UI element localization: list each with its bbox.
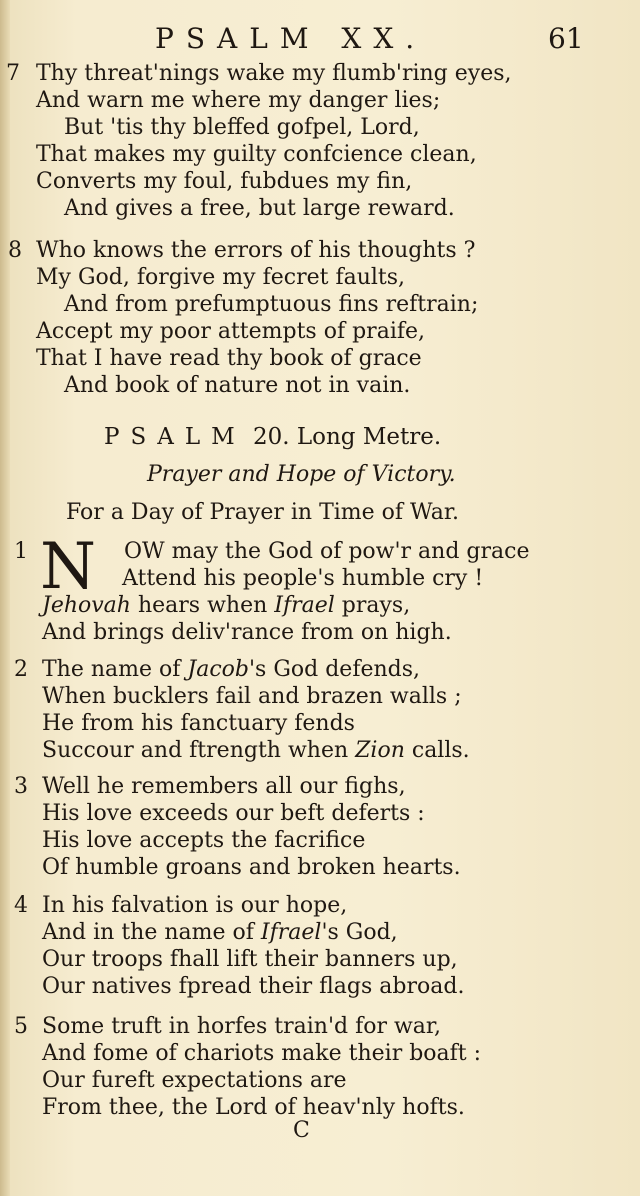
verse-line: And fome of chariots make their boaft :: [42, 1041, 482, 1066]
psalm-heading-rest: 20. Long Metre.: [252, 424, 442, 450]
verse-line: In his falvation is our hope,: [42, 893, 348, 918]
verse-number: 5: [14, 1014, 28, 1039]
verse-line: Of humble groans and broken hearts.: [42, 855, 461, 880]
verse-line: Thy threat'nings wake my flumb'ring eyes,: [36, 61, 512, 86]
running-title: PSALM XX.: [155, 22, 427, 55]
page-gutter: [0, 0, 10, 1196]
verse-number: 7: [6, 61, 20, 86]
verse-line: OW may the God of pow'r and grace: [124, 539, 530, 564]
verse-line: Our fureft expectations are: [42, 1068, 347, 1093]
verse-line: Accept my poor attempts of praife,: [36, 319, 426, 344]
verse-number: 8: [8, 238, 22, 263]
psalm-subtitle: Prayer and Hope of Victory.: [147, 462, 456, 487]
verse-line: That I have read thy book of grace: [36, 346, 422, 371]
verse-line: And from prefumptuous fins reftrain;: [64, 292, 479, 317]
verse-line: Succour and ftrength when Zion calls.: [42, 738, 470, 763]
verse-line: Jehovah hears when Ifrael prays,: [42, 593, 411, 618]
psalm-heading: [104, 424, 441, 450]
drop-cap: N: [40, 530, 96, 604]
verse-number: 3: [14, 774, 28, 799]
verse-line: Who knows the errors of his thoughts ?: [36, 238, 476, 263]
verse-line: My God, forgive my fecret faults,: [36, 265, 406, 290]
verse-line: And warn me where my danger lies;: [36, 88, 441, 113]
verse-line: And in the name of Ifrael's God,: [42, 920, 398, 945]
page-number: 61: [548, 22, 584, 55]
verse-line: From thee, the Lord of heav'nly hofts.: [42, 1095, 465, 1120]
verse-line: And brings deliv'rance from on high.: [42, 620, 452, 645]
verse-line: The name of Jacob's God defends,: [42, 657, 421, 682]
verse-line: Our troops fhall lift their banners up,: [42, 947, 458, 972]
verse-line: Converts my foul, fubdues my fin,: [36, 169, 413, 194]
verse-line: And book of nature not in vain.: [64, 373, 411, 398]
verse-line: Attend his people's humble cry !: [122, 566, 484, 591]
verse-line: His love accepts the facrifice: [42, 828, 366, 853]
verse-line: But 'tis thy bleffed gofpel, Lord,: [64, 115, 420, 140]
verse-line: That makes my guilty confcience clean,: [36, 142, 477, 167]
verse-number: 2: [14, 657, 28, 682]
psalm-heading-word: PSALM: [104, 424, 246, 450]
verse-line: And gives a free, but large reward.: [64, 196, 455, 221]
verse-number: 4: [14, 893, 28, 918]
psalm-occasion: For a Day of Prayer in Time of War.: [66, 500, 459, 525]
signature-mark: C: [293, 1118, 310, 1143]
verse-line: Well he remembers all our fighs,: [42, 774, 406, 799]
verse-line: When bucklers fail and brazen walls ;: [42, 684, 462, 709]
verse-number: 1: [14, 539, 28, 564]
verse-line: He from his fanctuary fends: [42, 711, 355, 736]
verse-line: Our natives fpread their flags abroad.: [42, 974, 465, 999]
verse-line: Some truft in horfes train'd for war,: [42, 1014, 442, 1039]
verse-line: His love exceeds our beft deferts :: [42, 801, 425, 826]
